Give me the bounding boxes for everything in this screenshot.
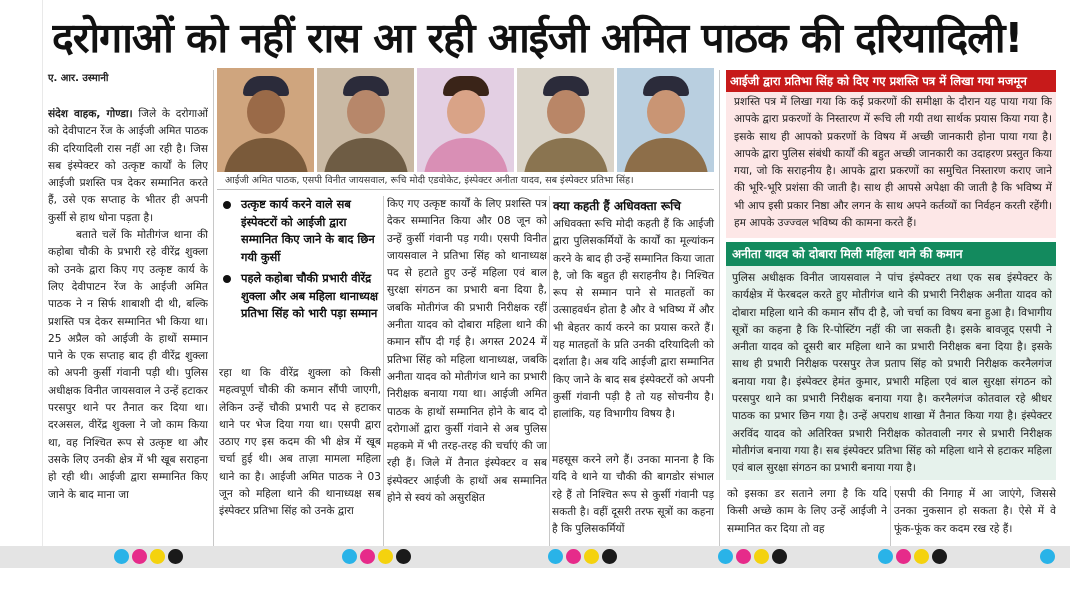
- highlight-item: [219, 196, 381, 266]
- photo-anita-yadav: [517, 68, 614, 172]
- bullet-icon: [223, 275, 231, 283]
- article-column-4: [552, 452, 714, 544]
- article-column-2: [219, 365, 381, 545]
- column-divider: [890, 486, 891, 546]
- registration-marks: [878, 549, 947, 564]
- article-paragraph: को इसका डर सताने लगा है कि यदि किसी अच्छे काम के लिए उन्हें आईजी ने सम्मानित कर दिया तो वह: [727, 488, 887, 535]
- headline: दरोगाओं को नहीं रास आ रही आईजी अमित पाठक की दरियादिली!: [52, 14, 1023, 62]
- article-column-5: [727, 486, 887, 546]
- photo-sp-vineet-jaiswal: [317, 68, 414, 172]
- transfer-news-title: अनीता यादव को दोबारा मिली महिला थाने की कमान: [726, 242, 1056, 266]
- article-column-3: [387, 196, 547, 544]
- bullet-icon: [223, 201, 231, 209]
- quote-title: क्या कहती हैं अधिवक्ता रूचि: [553, 199, 681, 213]
- highlight-text: पहले कहोबा चौकी प्रभारी वीरेंद्र शुक्ला और अब महिला थानाध्यक्ष प्रतिभा सिंह को भारी पड़ा सम्मान: [241, 271, 379, 320]
- registration-marks: [548, 549, 617, 564]
- page-margin: [0, 0, 43, 575]
- intro-text: जिले के दरोगाओं को देवीपाटन रेंज के आईजी अमित पाठक की दरियादिली रास नहीं आ रही है। जिस सब इंस्पेक्टर को उत्कृष्ट कार्यों के लिए आईजी प्रशस्ति पत्र देकर सम्मानित करते हैं, उसे एक सप्ताह के भीतर ही अपनी कुर्सी से हाथ धोना पड़ता है।: [48, 108, 208, 224]
- column-divider: [549, 196, 550, 546]
- photo-pratibha-singh: [617, 68, 714, 172]
- registration-marks: [342, 549, 411, 564]
- column-divider: [213, 70, 214, 546]
- byline: ए. आर. उस्मानी: [48, 73, 109, 84]
- photo-ruchi-modi: [417, 68, 514, 172]
- article-paragraph: किए गए उत्कृष्ट कार्यों के लिए प्रशस्ति पत्र देकर सम्मानित किया और 08 जून को उन्हें कुर्सी गंवानी पड़ गयी। एसपी विनीत जायसवाल ने प्रतिभा सिंह को थानाध्यक्ष पद से हटाते हुए उन्हें महिला एवं बाल सुरक्षा संगठन का प्रभारी बना दिया है, जबकि मोतीगंज की प्रभारी निरीक्षक रहीं अनीता यादव को दोबारा महिला थाने की कमान सौंप दी गई है। अगस्त 2024 में प्रतिभा सिंह को महिला थानाध्यक्ष, जबकि अनीता यादव को मोतीगंज थाने का प्रभारी निरीक्षक बनाया गया था। आईजी अमित पाठक के हाथों सम्मानित होने के बाद दो दरोगाओं द्वारा कुर्सी गंवाने से अब पुलिस महकमे में भी तरह-तरह की चर्चाएं की जा रही हैं। जिले में तैनात इंस्पेक्टर व सब इंस्पेक्टर आईजी के हाथों अब सम्मानित होने से स्वयं को असुरक्षित: [387, 198, 547, 505]
- highlight-item: [219, 270, 381, 323]
- article-paragraph: महसूस करने लगे हैं। उनका मानना है कि यदि वे थाने या चौकी की बागडोर संभाल रहे हैं तो निश्चित रूप से कुर्सी गंवानी पड़ सकती है। वहीं दूसरी तरफ सूत्रों का कहना है कि पुलिसकर्मियों: [552, 454, 714, 536]
- citation-box-text: प्रशस्ति पत्र में लिखा गया कि कई प्रकरणों की समीक्षा के दौरान यह पाया गया कि आपके द्वारा प्रकरणों के निस्तारण में रूचि ली गयी तथा सार्थक प्रयास किया गया है। इसके साथ ही आपको प्रकरणों के विषय में अच्छी जानकारी होना पाया गया है। आपके द्वारा पुलिस संबंधी कार्यों की बहुत अच्छी जानकारी का उदाहरण प्रस्तुत किया गया, जो कि सराहनीय है। आपके द्वारा प्रकरणों का समुचित निस्तारण कराए जाने की भूरि-भूरि प्रशंसा की जाती है। साथ ही आपसे अपेक्षा की जाती है कि भविष्य में भी आप इसी प्रकार निष्ठा और लगन के साथ अपने कर्तव्यों का निर्वहन करती रहेंगी। हम आपके उज्ज्वल भविष्य की कामना करते हैं।: [734, 96, 1052, 230]
- citation-box: [726, 70, 1056, 238]
- article-paragraph: रहा था कि वीरेंद्र शुक्ला को किसी महत्वपूर्ण चौकी की कमान सौंपी जाएगी, लेकिन उन्हें चौकी प्रभारी पद से हटाकर थाने पर भेज दिया गया था। एसपी द्वारा उठाए गए इस कदम की भी क्षेत्र में खूब चर्चा हुई थी। अब ताज़ा मामला महिला थाने का है। आईजी अमित पाठक ने 03 जून को महिला थाने की थानाध्यक्ष सब इंस्पेक्टर प्रतिभा सिंह को उनके द्वारा: [219, 367, 381, 518]
- registration-marks: [718, 549, 787, 564]
- highlights: [219, 196, 381, 358]
- page-bottom-margin: [0, 568, 1070, 602]
- column-divider: [383, 196, 384, 546]
- article-paragraph: बताते चलें कि मोतीगंज थाना की कहोबा चौकी के प्रभारी रहे वीरेंद्र शुक्ला को उनके द्वारा किए गए उत्कृष्ट कार्य के लिए देवीपाटन रेंज के आईजी अमित पाठक ने न सिर्फ शाबाशी दी थी, बल्कि प्रशस्ति पत्र देकर सम्मानित भी किया था। 25 अप्रैल को आईजी के हाथों सम्मान पाने के एक सप्ताह बाद ही वीरेंद्र शुक्ला को अपनी कुर्सी गंवानी पड़ी थी। पुलिस अधीक्षक विनीत जायसवाल ने उन्हें हटाकर परसपुर थाने पर तैनात कर दिया था। दरअसल, वीरेंद्र शुक्ला ने जो काम किया था, वह निश्चित रूप से उत्कृष्ट था और उसके लिए उनकी क्षेत्र में भी खूब सराहना हो रही थी। आईजी द्वारा सम्मानित किए जाने के बाद माना जा: [48, 229, 208, 501]
- photo-caption: आईजी अमित पाठक, एसपी विनीत जायसवाल, रूचि मोदी एडवोकेट, इंस्पेक्टर अनीता यादव, सब इंस्पेक्टर प्रतिभा सिंह।: [217, 172, 714, 190]
- transfer-news-box: [726, 242, 1056, 480]
- registration-marks: [114, 549, 183, 564]
- article-intro: [48, 106, 208, 227]
- photo-strip: [217, 68, 714, 172]
- quote-text: अधिवक्ता रूचि मोदी कहती हैं कि आईजी द्वारा पुलिसकर्मियों के कार्यों का मूल्यांकन करने के बाद ही उन्हें सम्मानित किया जाता है, जो कि बहुत ही सराहनीय है। निश्चित रूप से सम्मान पाने से मातहतों का उत्साहवर्धन होता है और वे भविष्य में और भी बेहतर कार्य करने का प्रयास करते हैं। यह मातहतों के प्रति उनकी दरियादिली को दर्शाता है। अब यदि आईजी द्वारा सम्मानित किए जाने के बाद सब इंस्पेक्टरों को अपनी कुर्सी गंवानी पड़ी है तो यह सोचनीय है। हालांकि, यह विभागीय विषय है।: [553, 218, 714, 421]
- article-paragraph: एसपी की निगाह में आ जाएंगे, जिससे उनका नुकसान हो सकता है। ऐसे में वे फूंक-फूंक कर कदम रख रहे हैं।: [894, 488, 1056, 535]
- registration-marks: [1040, 549, 1055, 564]
- photo-ig-amit-pathak: [217, 68, 314, 172]
- print-registration-bar: [0, 546, 1070, 568]
- transfer-news-text: पुलिस अधीक्षक विनीत जायसवाल ने पांच इंस्पेक्टर तथा एक सब इंस्पेक्टर के कार्यक्षेत्र में फेरबदल करते हुए मोतीगंज थाने की प्रभारी निरीक्षक अनीता यादव को दोबारा महिला थाने की कमान सौंप दी है, जो चर्चा का विषय बना हुआ है। विभागीय सूत्रों का कहना है कि रि-पोस्टिंग नहीं की जा सकती है। इसके बावजूद एसपी ने अनीता यादव को दूसरी बार महिला थाने का प्रभारी निरीक्षक बना दिया है। इसके साथ ही प्रभारी निरीक्षक परसपुर तेज प्रताप सिंह को प्रभारी निरीक्षक करनैलगंज बनाया गया है। इंस्पेक्टर हेमंत कुमार, प्रभारी महिला एवं बाल सुरक्षा संगठन को परसपुर थाने का प्रभारी निरीक्षक बनाया गया है। करनैलगंज कोतवाल रहे श्रीधर पाठक का प्रभार छिन गया है। उन्हें अपराध शाखा में तैनात किया गया है। इंस्पेक्टर अरविंद यादव को अतिरिक्त प्रभारी निरीक्षक कोतवाली नगर से प्रभारी निरीक्षक मोतीगंज बनाया गया है। सब इंस्पेक्टर प्रतिभा सिंह को महिला थाने से हटाकर महिला एवं बाल सुरक्षा संगठन का प्रभारी बनाया गया है।: [732, 272, 1052, 475]
- article-column-1: [48, 106, 208, 544]
- citation-box-title: आईजी द्वारा प्रतिभा सिंह को दिए गए प्रशस्ति पत्र में लिखा गया मजमून: [726, 70, 1056, 92]
- column-divider: [719, 70, 720, 546]
- highlight-text: उत्कृष्ट कार्य करने वाले सब इंस्पेक्टरों को आईजी द्वारा सम्मानित किए जाने के बाद छिन गयी कुर्सी: [241, 197, 375, 264]
- advocate-quote-box: [553, 196, 714, 446]
- article-column-6: [894, 486, 1056, 546]
- dateline: संदेश वाहक, गोण्डा।: [48, 108, 133, 120]
